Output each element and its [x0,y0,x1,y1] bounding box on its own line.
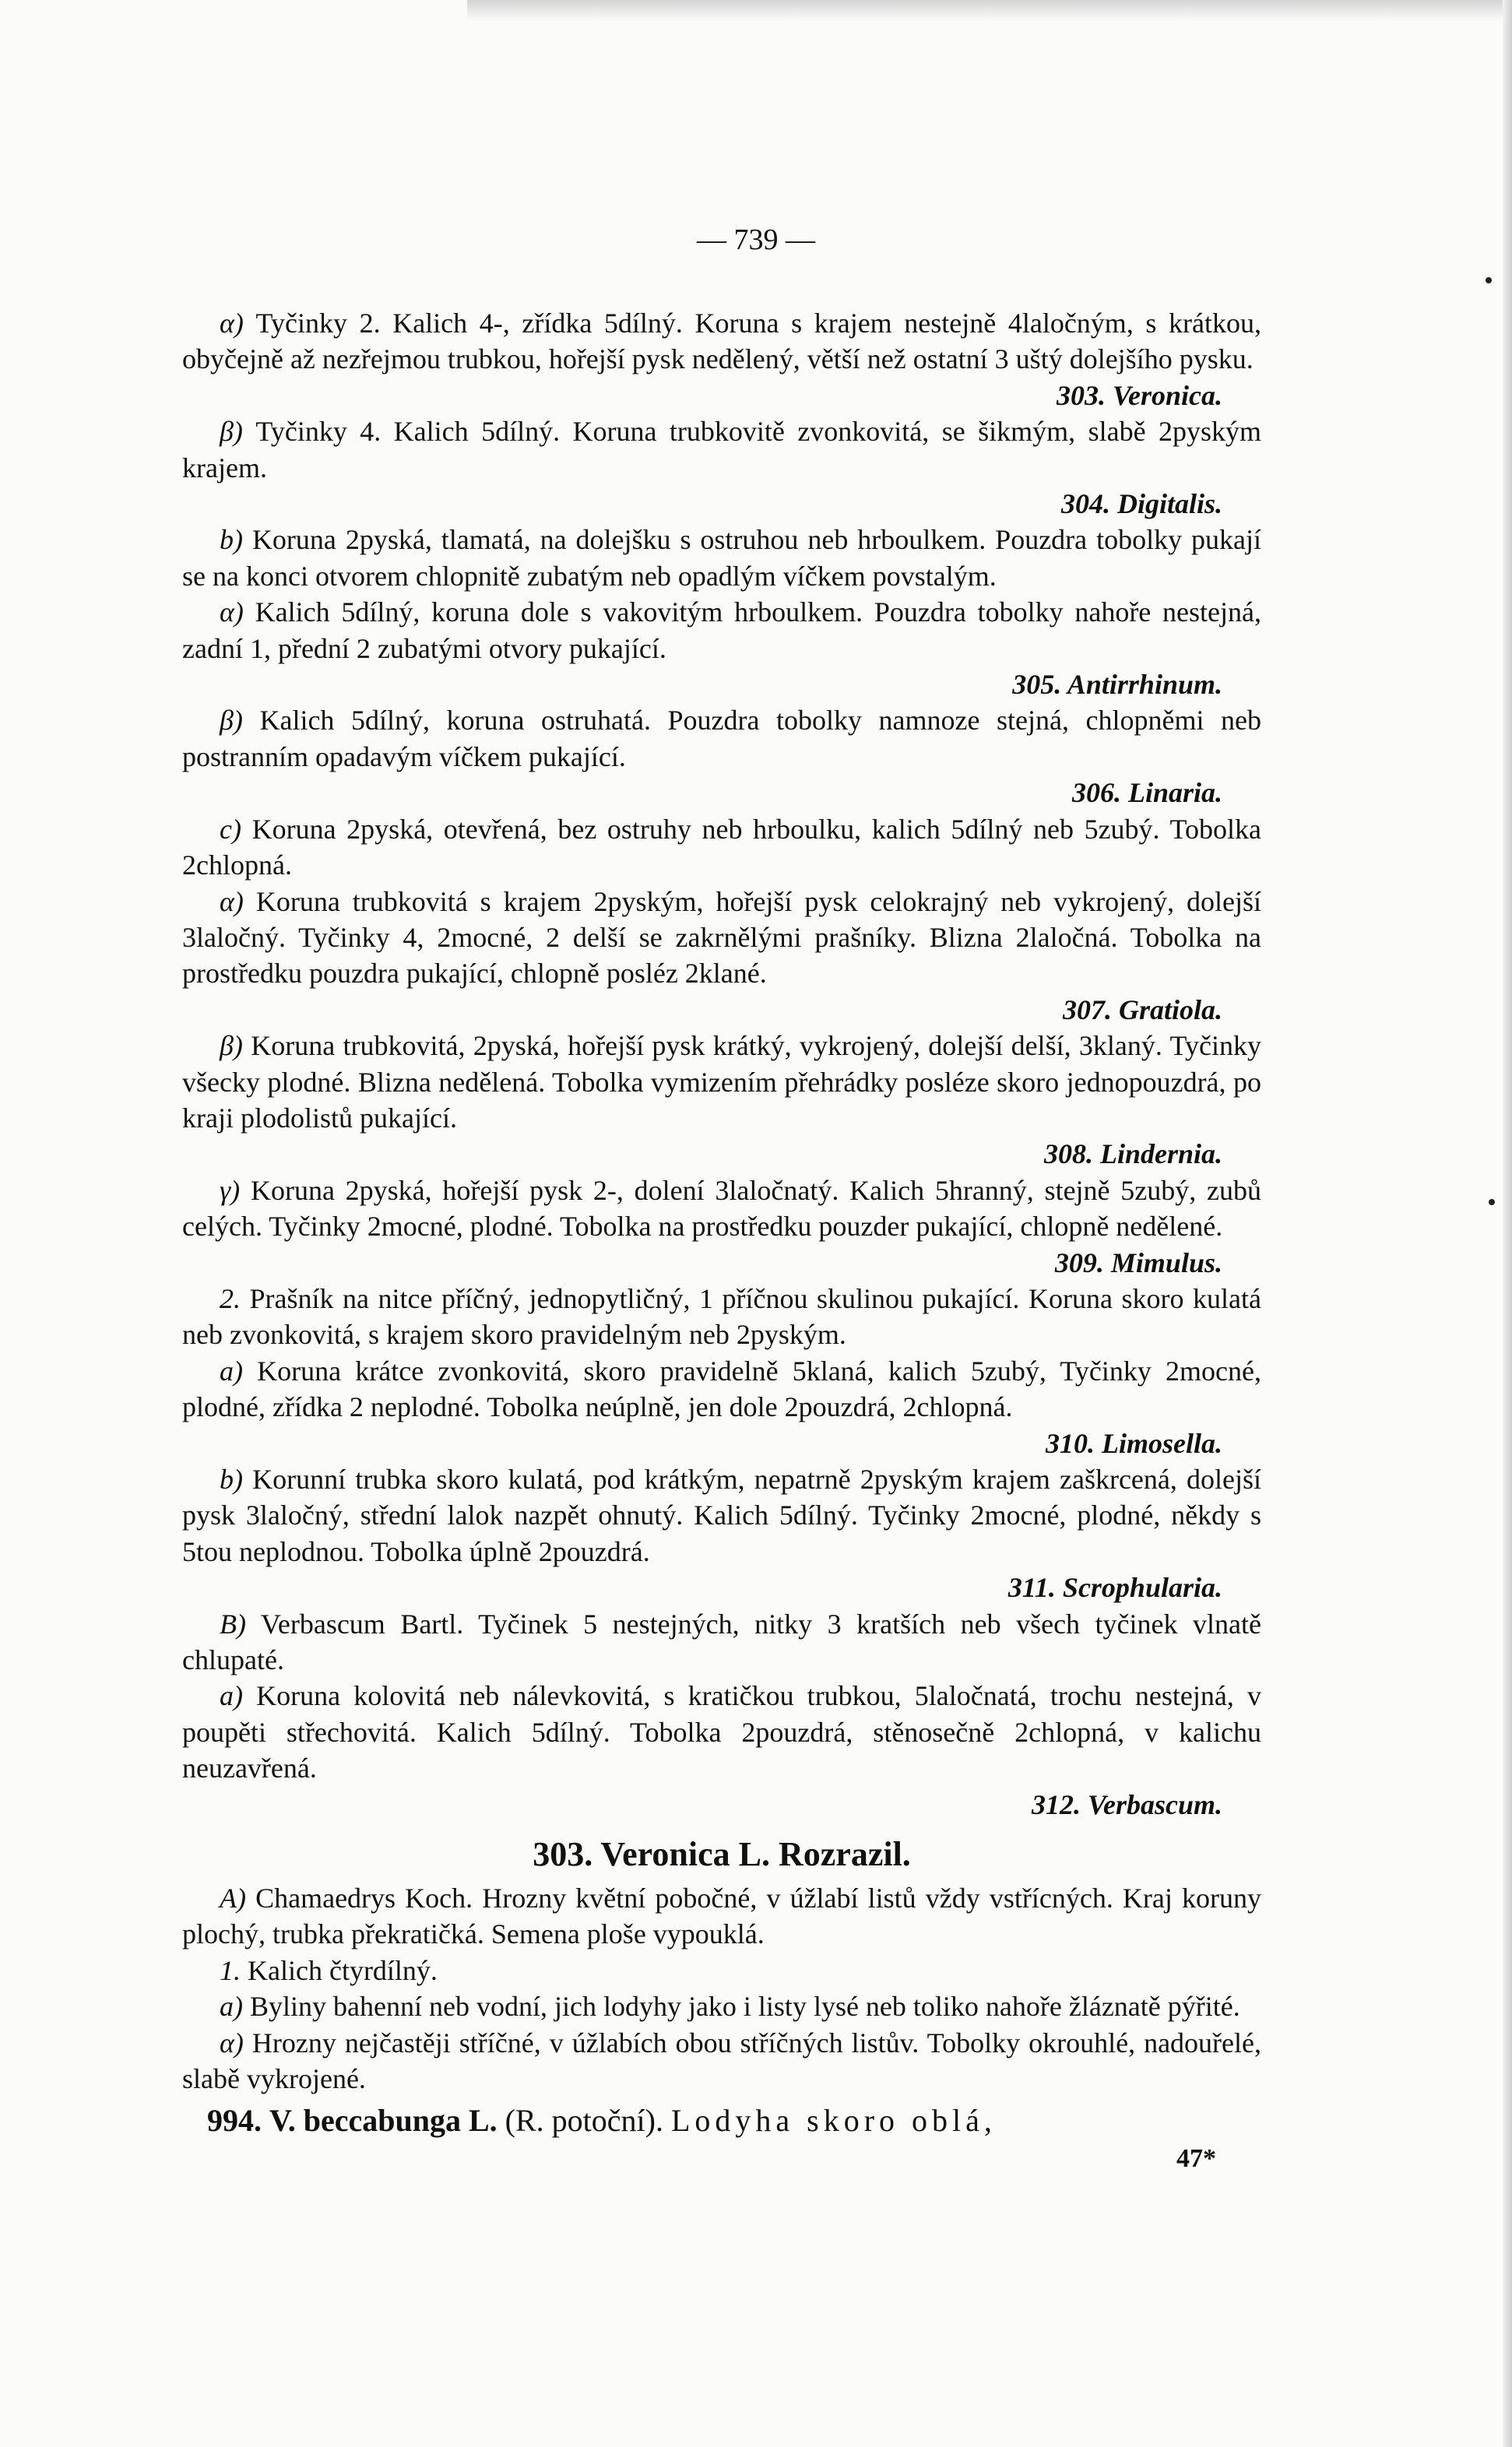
key-entry [182,811,1261,884]
genus-name: Digitalis. [1116,488,1222,520]
key-text: Koruna 2pyská, hořejší pysk 2-, dolení 3laločnatý. Kalich 5hranný, stejně 5zubý, zubů celých. Tyčinky 2mocné, plodné. Tobolka na prostředku pouzder pukající, chlopně nedělené. [182,1174,1261,1243]
species-entry [182,2101,1261,2141]
key-mark: c) [220,813,241,845]
genus-name: Limosella. [1102,1427,1222,1459]
key-entry [182,594,1261,702]
genus-name: Gratiola. [1118,993,1222,1025]
genus-number: 304. [1060,488,1110,520]
key-genus [182,666,1261,702]
key-text: Verbascum Bartl. Tyčinek 5 nestejných, nitky 3 kratších neb všech tyčinek vlnatě chlupaté. [182,1608,1261,1676]
genus-name: Verbascum. [1087,1788,1222,1820]
paragraph-text: Kalich čtyrdílný. [248,1954,438,1986]
key-mark: B) [220,1608,246,1640]
key-mark: b) [220,524,243,556]
paragraph-mark: α) [220,2027,244,2059]
key-text: Koruna trubkovitá s krajem 2pyským, hořejší pysk celokrajný neb vykrojený, dolejší 3laločný. Tyčinky 4, 2mocné, 2 delší se zakrnělými prašníky. Blizna 2laločná. Tobolka na prostředku pouzdra pukající, chlopně posléz 2klané. [182,885,1262,990]
paragraph-text: Chamaedrys Koch. Hrozny květní pobočné, v úžlabí listů vždy vstřícných. Kraj koruny plochý, trubka překratičká. Semena ploše vypouklá. [182,1883,1261,1950]
genus-number: 312. [1031,1788,1081,1820]
key-text: Koruna krátce zvonkovitá, skoro pravidelně 5klaná, kalich 5zubý, Tyčinky 2mocné, plodné, zřídka 2 neplodné. Tobolka neúplně, jen dole 2pouzdrá, 2chlopná. [182,1355,1261,1423]
key-entry [182,702,1261,810]
key-genus [182,378,1261,413]
key-mark: a) [220,1680,243,1712]
key-mark: b) [220,1464,243,1495]
genus-name: Scrophularia. [1062,1572,1222,1604]
genus-name: Mimulus. [1110,1246,1222,1278]
key-entry [182,413,1261,522]
genus-number: 310. [1046,1427,1095,1459]
key-text: Koruna 2pyská, otevřená, bez ostruhy neb hrboulku, kalich 5dílný neb 5zubý. Tobolka 2chlopná. [182,813,1261,881]
key-mark: β) [220,705,243,737]
key-mark: a) [220,1355,243,1387]
key-genus [182,992,1261,1028]
species-number: 994. [207,2102,262,2138]
genus-number: 308. [1043,1138,1093,1170]
scan-speck [1489,1199,1495,1205]
key-genus [182,1426,1261,1461]
key-text: Korunní trubka skoro kulatá, pod krátkým, nepatrně 2pyským krajem zaškrcená, dolejší pysk 3laločný, střední lalok nazpět ohnutý. Kalich 5dílný. Tyčinky 2mocné, plodné, někdy s 5tou neplodnou. Tobolka úplně 2pouzdrá. [182,1464,1261,1567]
genus-name: Veronica. [1112,379,1222,411]
key-entry [182,884,1261,1028]
key-text: Kalich 5dílný, koruna ostruhatá. Pouzdra tobolky namnoze stejná, chlopněmi neb postranním opadavým víčkem pukající. [182,705,1262,772]
section-title: 303. Veronica L. Rozrazil. [533,1835,911,1874]
key-genus [182,1570,1261,1605]
key-mark: γ) [220,1174,241,1206]
key-text: Koruna trubkovitá, 2pyská, hořejší pysk krátký, vykrojený, dolejší delší, 3klaný. Tyčinky všecky plodné. Blizna nedělená. Tobolka vymizením přehrádky posléze skoro jednopouzdrá, po kraji plodolistů pukající. [182,1030,1261,1134]
key-mark: β) [220,1030,243,1062]
genus-number: 309. [1054,1246,1104,1278]
genus-name: Lindernia. [1099,1138,1222,1170]
key-entry [182,1678,1261,1823]
key-entry [182,1353,1261,1461]
paragraph-mark: a) [220,1991,243,2023]
key-entry [182,1173,1261,1281]
genus-number: 303. [1056,379,1106,411]
genus-name: Linaria. [1127,777,1222,809]
key-entry [182,1606,1261,1679]
species-common-name: (R. potoční). [505,2102,663,2138]
key-mark: α) [220,596,244,628]
key-text: Tyčinky 4. Kalich 5dílný. Koruna trubkovitě zvonkovitá, se šikmým, slabě 2pyským krajem. [182,416,1261,483]
key-genus [182,775,1261,810]
genus-number: 306. [1071,777,1121,809]
paragraph-text: Hrozny nejčastěji stříčné, v úžlabích obou stříčných listův. Tobolky okrouhlé, nadouřelé, slabě vykrojené. [182,2027,1262,2095]
page-number: — 739 — [697,223,815,256]
key-mark: 2. [220,1282,241,1314]
key-mark: α) [220,885,244,917]
paragraph-mark: 1. [220,1954,241,1986]
key-mark: β) [220,416,243,448]
genus-number: 311. [1007,1572,1056,1604]
key-genus [182,1245,1261,1281]
section-paragraph [182,2025,1261,2097]
scan-top-shadow [467,0,1512,20]
key-entry [182,1281,1261,1353]
genus-number: 307. [1062,993,1112,1025]
section-paragraph [182,1953,1261,1988]
signature-mark: 47* [1176,2143,1216,2173]
key-entry [182,522,1261,594]
key-text: Koruna 2pyská, tlamatá, na dolejšku s ostruhou neb hrboulkem. Pouzdra tobolky pukají se na konci otvorem chlopnitě zubatým neb opadlým víčkem povstalým. [182,524,1262,592]
paragraph-mark: A) [220,1883,246,1914]
key-genus [182,1787,1261,1823]
key-genus [182,1136,1261,1172]
section-paragraph [182,1880,1261,1953]
scan-right-edge [1503,0,1512,2447]
genus-name: Antirrhinum. [1067,669,1222,701]
key-genus [182,486,1261,522]
species-name: V. beccabunga L. [269,2102,498,2138]
key-entry [182,305,1261,413]
key-text: Prašník na nitce příčný, jednopytličný, 1 příčnou skulinou pukající. Koruna skoro kulatá neb zvonkovitá, s krajem skoro pravidelným neb 2pyským. [182,1282,1262,1351]
key-text: Tyčinky 2. Kalich 4-, zřídka 5dílný. Koruna s krajem nestejně 4laločným, s krátkou, obyčejně až nezřejmou trubkou, hořejší pysk nedělený, větší než ostatní 3 uštý dolejšího pysku. [182,308,1262,375]
species-lead: Lodyha skoro oblá, [670,2102,997,2138]
key-entry [182,1461,1261,1606]
key-mark: α) [220,308,244,339]
page-text [182,305,1261,2177]
scan-speck [1486,277,1492,283]
paragraph-text: Byliny bahenní neb vodní, jich lodyhy jako i listy lysé neb toliko nahoře žláznatě pýřité. [250,1991,1240,2023]
section-paragraph [182,1988,1261,2024]
key-text: Koruna kolovitá neb nálevkovitá, s kratičkou trubkou, 5laločnatá, trochu nestejná, v poupěti střechovitá. Kalich 5dílný. Tobolka 2pouzdrá, stěnosečně 2chlopná, v kalichu neuzavřená. [182,1680,1262,1784]
key-text: Kalich 5dílný, koruna dole s vakovitým hrboulkem. Pouzdra tobolky nahoře nestejná, zadní 1, přední 2 zubatými otvory pukající. [182,596,1261,664]
key-entry [182,1028,1261,1173]
genus-number: 305. [1012,669,1062,701]
